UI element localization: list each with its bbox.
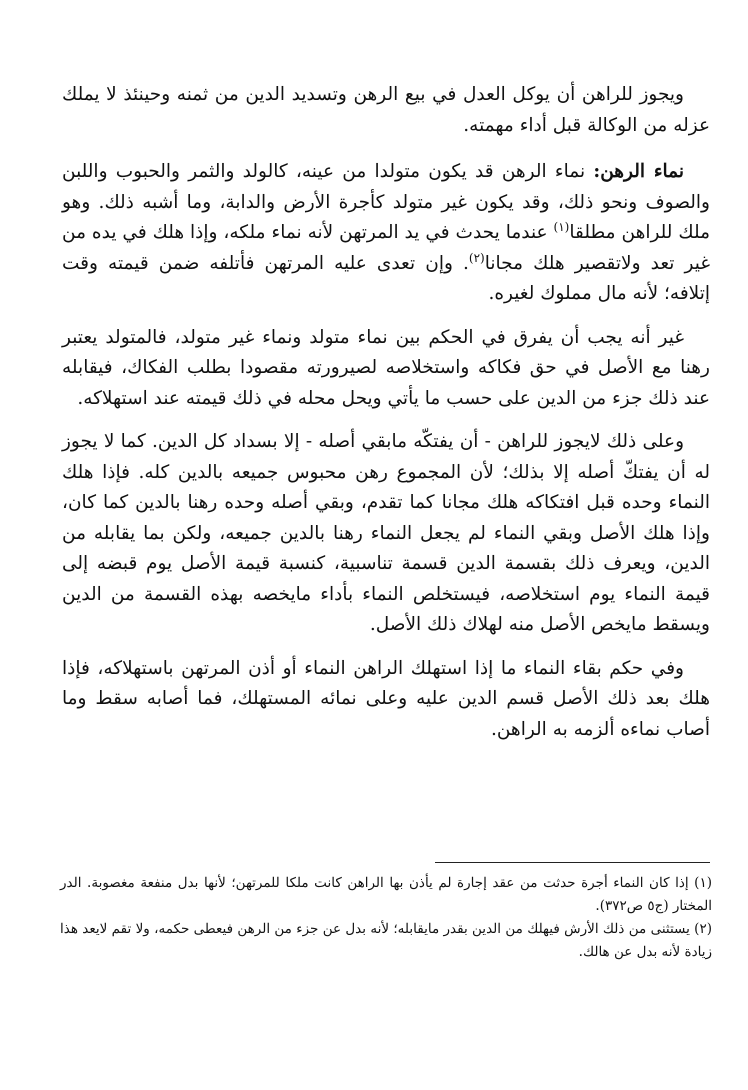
paragraph-4 <box>62 427 710 641</box>
section-heading-growth: نماء الرهن: <box>593 161 685 182</box>
footnote-marker-1[interactable]: (١) <box>553 219 570 234</box>
paragraph-4-text: وعلى ذلك لايجوز للراهن - أن يفتكّه مابقي أصله - إلا بسداد كل الدين. كما لا يجوز له أن يفتكّ أصله إلا بذلك؛ لأن المجموع رهن محبوس جميعه بالدين كله. فإذا هلك النماء وحده قبل افتكاكه هلك مجانا كما تقدم، وبقي أصله وحده رهنا بالدين كما كان، وإذا هلك الأصل وبقي النماء لم يجعل النماء رهنا بالدين جميعه، ولكن بما يقابله من الدين، ويعرف ذلك بقسمة الدين قسمة تناسبية، كنسبة قيمة الأصل يوم قبضه إلى قيمة النماء يوم استخلاصه، فيستخلص النماء بأداء مايخصه بهذه القسمة من الدين ويسقط مايخص الأصل منه لهلاك ذلك الأصل. <box>62 431 710 635</box>
footnote-divider <box>435 862 710 863</box>
paragraph-5 <box>62 654 710 746</box>
footnotes <box>60 872 712 964</box>
paragraph-1 <box>62 80 710 141</box>
main-text <box>62 80 710 758</box>
footnote-2: (٢) يستثنى من ذلك الأرش فيهلك من الدين بقدر مايقابله؛ لأنه بدل عن جزء من الرهن فيعطى حكمه، ولا تقم لايعد هذا زيادة لأنه بدل عن هالك. <box>60 921 712 960</box>
paragraph-3-text: غير أنه يجب أن يفرق في الحكم بين نماء متولد ونماء غير متولد، فالمتولد يعتبر رهنا مع الأصل في حق فكاكه واستخلاصه لصيرورته مقصودا بطلب الفكاك، فيقابله عند ذلك جزء من الدين على حسب ما يأتي ويحل محله في ذلك قيمته عند استهلاكه. <box>62 326 710 409</box>
paragraph-2-text-c: . وإن تعدى عليه المرتهن فأتلفه ضمن قيمته وقت إتلافه؛ لأنه مال مملوك لغيره. <box>62 252 710 304</box>
paragraph-2-text-a: نماء الرهن قد يكون متولدا من عينه، كالولد والثمر والحبوب واللبن والصوف ونحو ذلك، وقد يكون غير متولد كأجرة الأرض والدابة، وما أشبه ذلك. وهو ملك للراهن مطلقا <box>62 161 710 243</box>
paragraph-1-text: ويجوز للراهن أن يوكل العدل في بيع الرهن وتسديد الدين من ثمنه وحينئذ لا يملك عزله من الوكالة قبل أداء مهمته. <box>62 84 710 136</box>
paragraph-5-text: وفي حكم بقاء النماء ما إذا استهلك الراهن النماء أو أذن المرتهن باستهلاكه، فإذا هلك بعد ذلك الأصل قسم الدين عليه وعلى نمائه المستهلك، فما أصابه سقط وما أصاب نماءه ألزمه به الراهن. <box>62 657 710 740</box>
paragraph-3 <box>62 323 710 415</box>
paragraph-2-text-b: عندما يحدث في يد المرتهن لأنه نماء ملكه، وإذا هلك في يده من غير تعد ولاتقصير هلك مجانا <box>62 222 710 274</box>
paragraph-2 <box>62 157 710 310</box>
footnote-marker-2[interactable]: (٢) <box>468 250 485 265</box>
footnote-1: (١) إذا كان النماء أجرة حدثت من عقد إجارة لم يأذن بها الراهن كانت ملكا للمرتهن؛ لأنها بدل منفعة مغصوبة. الدر المختار (ج٥ ص٣٧٢). <box>60 875 712 914</box>
